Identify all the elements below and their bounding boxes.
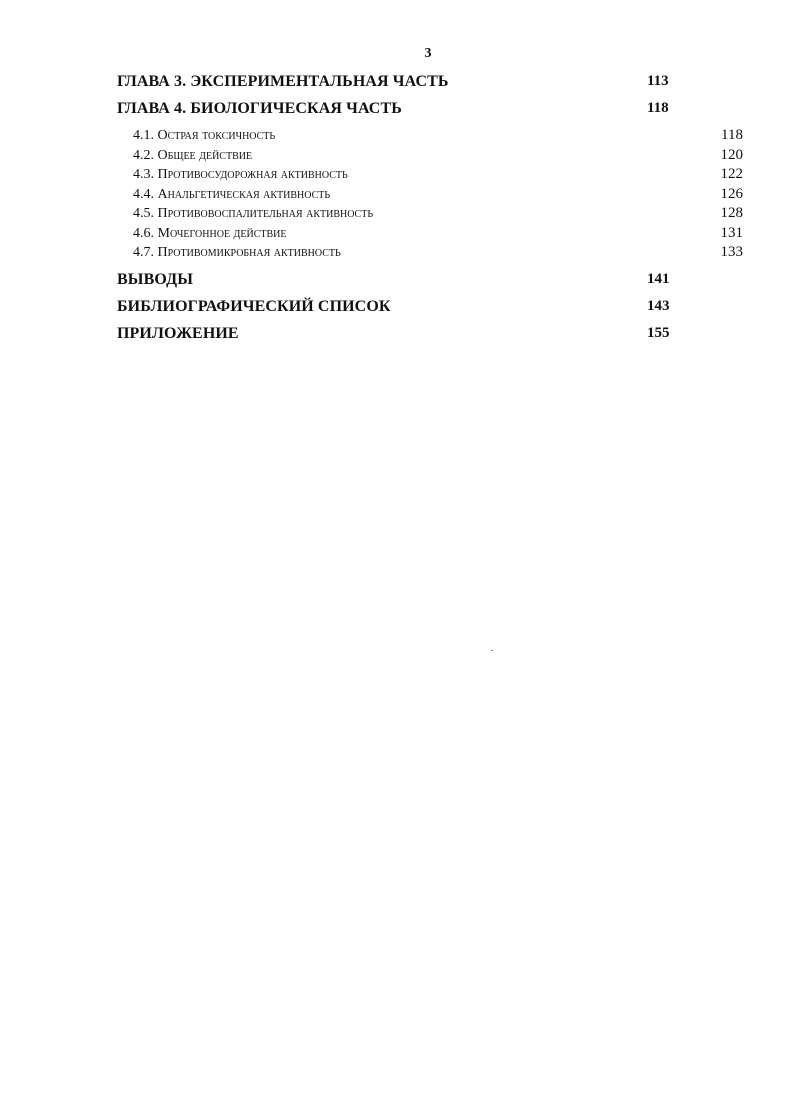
toc-chapter-title: ПРИЛОЖЕНИЕ [117, 325, 239, 342]
toc-section-page: 120 [720, 147, 743, 163]
toc-chapter-4[interactable] [117, 100, 677, 122]
toc-section-name: Противовоспалительная активность [157, 206, 374, 221]
toc-section-name: Анальгетическая активность [157, 187, 331, 202]
toc-appendix[interactable] [117, 325, 677, 347]
toc-section-4-3[interactable] [133, 167, 745, 186]
toc-section-title [133, 148, 252, 164]
toc-section-name: Острая токсичность [157, 128, 276, 143]
toc-section-title [133, 187, 330, 203]
toc-section-number: 4.4. [133, 187, 154, 202]
toc-chapter-title: ВЫВОДЫ [117, 271, 194, 288]
toc-section-title [133, 167, 348, 183]
toc-section-title [133, 128, 275, 144]
toc-section-4-4[interactable] [133, 187, 745, 206]
toc-section-name: Противомикробная активность [157, 245, 341, 260]
toc-chapter-page: 118 [647, 100, 669, 116]
toc-chapter-title: ГЛАВА 3. ЭКСПЕРИМЕНТАЛЬНАЯ ЧАСТЬ [117, 73, 449, 90]
toc-chapter-page: 141 [647, 271, 670, 287]
toc-section-page: 118 [721, 127, 743, 143]
toc-chapter-page: 113 [647, 73, 669, 89]
toc-section-4-1[interactable] [133, 128, 745, 147]
toc-section-number: 4.1. [133, 128, 154, 143]
toc-chapter-title: ГЛАВА 4. БИОЛОГИЧЕСКАЯ ЧАСТЬ [117, 100, 402, 117]
toc-chapter-title: БИБЛИОГРАФИЧЕСКИЙ СПИСОК [117, 298, 391, 315]
toc-chapter-3[interactable] [117, 73, 677, 95]
toc-chapter-page: 155 [647, 325, 670, 341]
toc-section-name: Противосудорожная активность [157, 167, 348, 182]
toc-section-page: 133 [720, 244, 743, 260]
toc-section-name: Общее действие [157, 148, 253, 163]
toc-section-number: 4.6. [133, 226, 154, 241]
toc-section-page: 122 [720, 166, 743, 182]
toc-bibliography[interactable] [117, 298, 677, 320]
toc-section-page: 131 [720, 225, 743, 241]
toc-section-number: 4.5. [133, 206, 154, 221]
scan-speck [491, 650, 493, 651]
toc-section-4-5[interactable] [133, 206, 745, 225]
toc-section-page: 126 [720, 186, 743, 202]
toc-section-page: 128 [720, 205, 743, 221]
toc-section-title [133, 245, 341, 261]
toc-section-name: Мочегонное действие [157, 226, 287, 241]
toc-section-4-2[interactable] [133, 148, 745, 167]
page-number: 3 [424, 46, 432, 61]
toc-section-number: 4.3. [133, 167, 154, 182]
toc-section-4-7[interactable] [133, 245, 745, 264]
toc-section-4-6[interactable] [133, 226, 745, 245]
toc-section-title [133, 226, 287, 242]
toc-chapter-page: 143 [647, 298, 670, 314]
toc-section-title [133, 206, 373, 222]
toc-section-number: 4.7. [133, 245, 154, 260]
toc-conclusions[interactable] [117, 271, 677, 293]
toc-section-number: 4.2. [133, 148, 154, 163]
